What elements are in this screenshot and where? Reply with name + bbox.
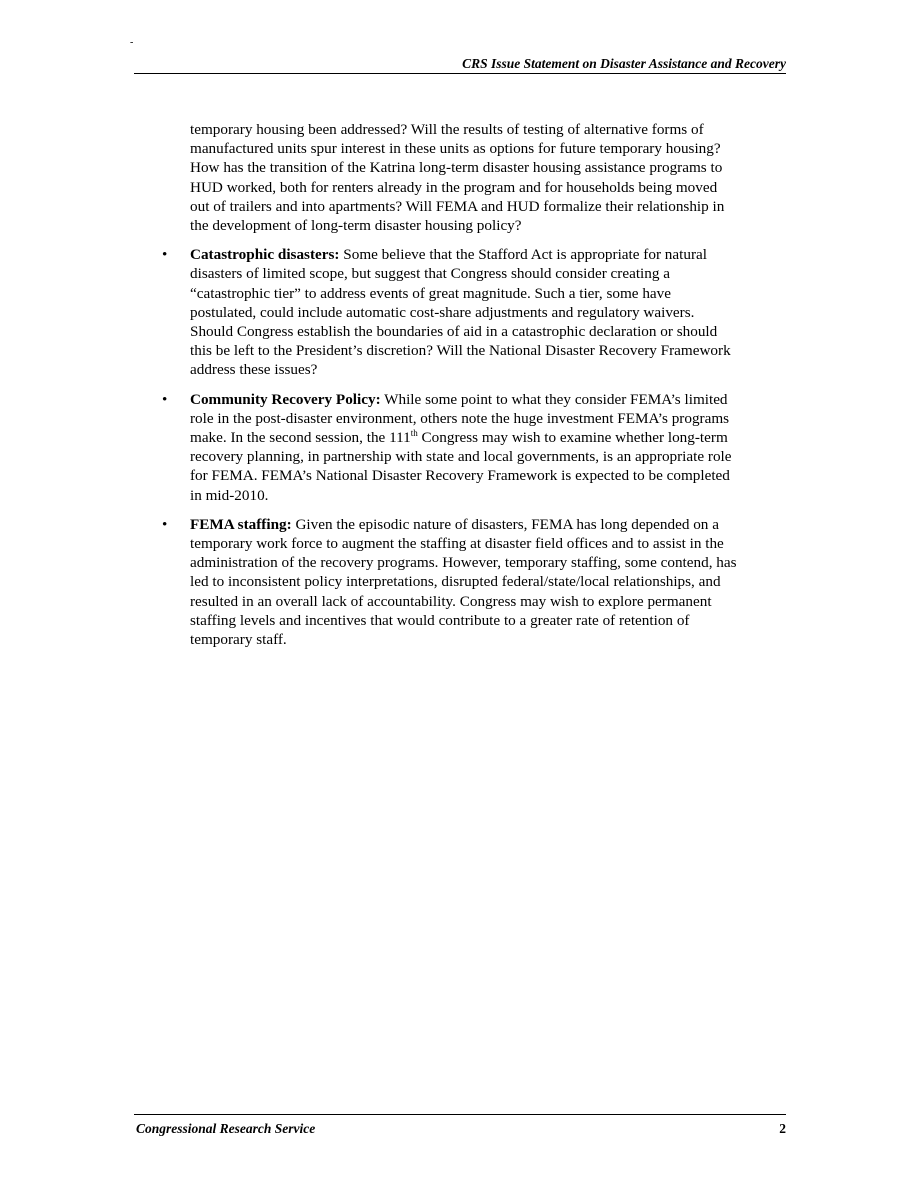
bullet-community-recovery-policy — [150, 390, 740, 505]
stray-mark: - — [130, 37, 134, 48]
bullet-icon: • — [162, 246, 168, 264]
page-number: 2 — [779, 1121, 786, 1136]
ordinal-superscript: th — [410, 427, 418, 438]
bullet-icon: • — [162, 515, 168, 533]
bullet-body: While some point to what they consider FEMA’s limited role in the post-disaster environment, others note the huge investment FEMA’s programs make. In the second session, the 111 — [190, 390, 730, 447]
bullet-lead: Catastrophic disasters: — [190, 246, 340, 264]
bullet-lead: Community Recovery Policy: — [190, 390, 381, 408]
footer-organization: Congressional Research Service — [136, 1121, 316, 1136]
bullet-body: Given the episodic nature of disasters, FEMA has long depended on a temporary work force to augment the staffing at disaster field offices and to assist in the administration of the recovery programs. However, temporary staffing, some contend, has led to inconsistent policy interpretations, disrupted federal/state/local relationships, and resulted in an overall lack of accountability. Congress may wish to explore permanent staffing levels and incentives that would contribute to a greater rate of retention of temporary staff. — [190, 515, 737, 649]
bullet-text — [190, 515, 740, 649]
bullet-text — [190, 245, 740, 379]
bullet-catastrophic-disasters — [150, 245, 740, 379]
bullet-icon: • — [162, 390, 168, 408]
bullet-body: Some believe that the Stafford Act is appropriate for natural disasters of limited scope, but suggest that Congress should consider creating a “catastrophic tier” to address events of great magnitude. Such a tier, some have postulated, could include automatic cost-share adjustments and regulatory waivers. Should Congress establish the boundaries of aid in a catastrophic declaration or should this be left to the President’s discretion? Will the National Disaster Recovery Framework address these issues? — [190, 246, 731, 379]
bullet-text — [190, 390, 740, 505]
document-body — [150, 120, 740, 659]
running-header: CRS Issue Statement on Disaster Assistance and Recovery — [134, 55, 786, 74]
bullet-body-continued: Congress may wish to examine whether long-term recovery planning, in partnership with state and local governments, is an appropriate role for FEMA. FEMA’s National Disaster Recovery Framework is expected to be completed in mid-2010. — [190, 429, 732, 504]
running-footer — [134, 1114, 786, 1138]
bullet-lead: FEMA staffing: — [190, 515, 292, 533]
continuation-paragraph: temporary housing been addressed? Will the results of testing of alternative forms of manufactured units spur interest in these units as options for future temporary housing? How has the transition of the Katrina long-term disaster housing assistance programs to HUD worked, both for renters already in the program and for households being moved out of trailers and into apartments? Will FEMA and HUD formalize their relationship in the development of long-term disaster housing policy? — [190, 121, 725, 235]
bullet-fema-staffing — [150, 515, 740, 649]
